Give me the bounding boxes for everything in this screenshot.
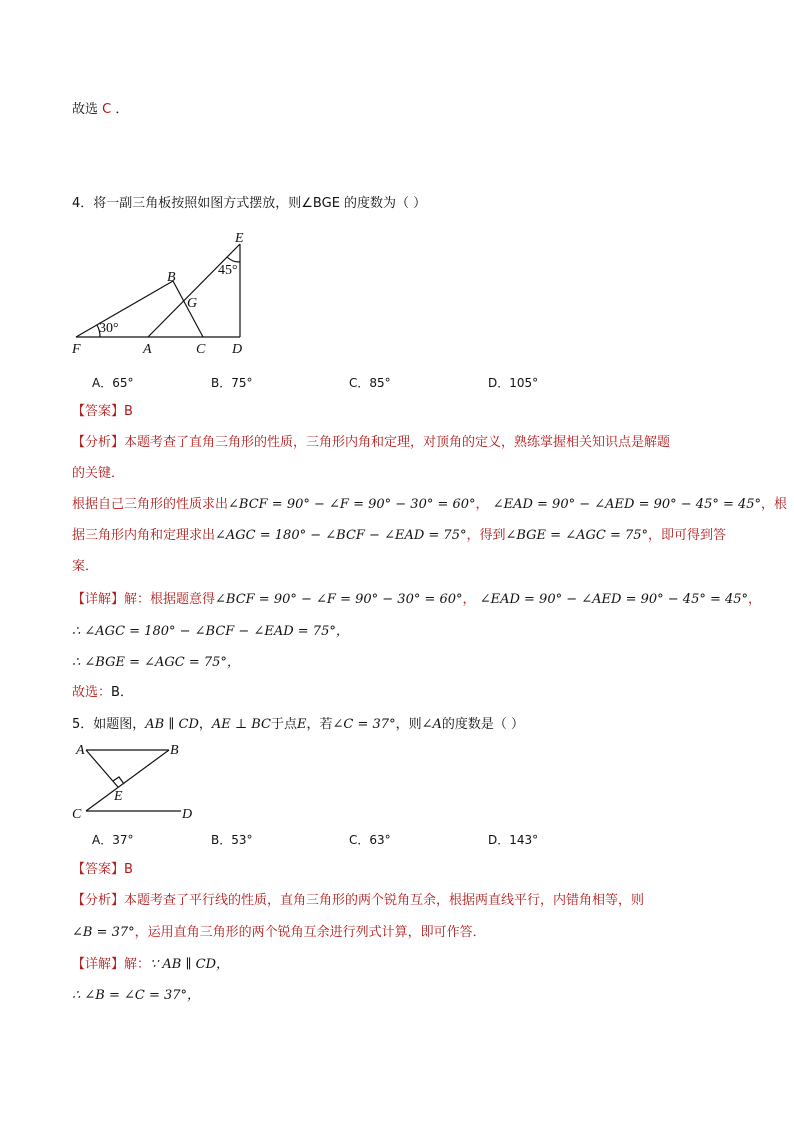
q4-stem: 4．将一副三角板按照如图方式摆放，则∠BGE 的度数为（ ） [72,196,427,211]
q5-stem-math: AB ∥ CD [145,717,199,732]
prev-answer-value: C [102,102,112,117]
q4-analysis-text: 根据自己三角形的性质求出 [72,497,229,512]
q5-option-a: A．37° [92,833,134,847]
q4-analysis-line5: 案． [72,559,99,574]
q4-triangle-figure [66,226,266,360]
q5-label-c: C [72,807,82,822]
q4-angle-30: 30° [99,321,119,336]
q4-analysis-text: 据三角形内角和定理求出 [72,528,216,543]
q4-label-a: A [143,342,152,357]
q5-stem-text: ，则 [395,717,422,732]
q4-label-f: F [72,342,81,357]
q5-label-a: A [76,743,85,758]
q5-stem-text: 5．如题图， [72,717,146,732]
q4-analysis-text: ，根 [761,497,788,512]
q4-label-b: B [167,270,176,285]
q4-detail-formula: ∠EAD = 90° − ∠AED = 90° − 45° = 45° [479,592,749,607]
q4-label-c: C [196,342,206,357]
q4-conclusion-end: ． [119,685,133,700]
q4-analysis-line1: 【分析】本题考查了直角三角形的性质，三角形内角和定理，对顶角的定义，熟练掌握相关知识点是解题 [72,435,671,450]
q4-analysis-formula: ∠BGE = ∠AGC = 75° [505,528,649,543]
q4-analysis-text: ， [475,497,489,512]
q5-option-d: D．143° [488,833,539,847]
q4-angle-45: 45° [218,263,238,278]
q5-stem-text: 的度数是（ ） [441,717,525,732]
prev-answer-label: 故选 [72,102,99,117]
q4-answer [72,403,133,421]
q5-answer-tag: 【答案】 [72,862,125,877]
q5-detail-formula: ∵ AB ∥ CD， [150,957,229,972]
q4-analysis-line3 [72,496,787,514]
q4-analysis-line2: 的关键． [72,466,125,481]
q5-answer [72,861,133,879]
q5-analysis-line1: 【分析】本题考查了平行线的性质，直角三角形的两个锐角互余，根据两直线平行，内错角相等，则 [72,893,645,908]
q5-stem-text: 于点 [271,717,298,732]
q5-label-e: E [114,789,123,804]
q4-detail-formula: ∠BCF = 90° − ∠F = 90° − 30° = 60° [215,592,463,607]
prev-answer-line [72,101,128,119]
q5-parallel-figure [66,740,206,822]
q5-step1: ∴ ∠B = ∠C = 37°， [72,988,201,1003]
q4-detail-line [72,591,761,609]
q5-analysis-text: ，运用直角三角形的两个锐角互余进行列式计算，即可作答． [134,925,486,940]
q4-analysis-formula: ∠EAD = 90° − ∠AED = 90° − 45° = 45° [492,497,762,512]
q4-analysis-text: ，得到 [466,528,506,543]
q4-step2: ∴ ∠BGE = ∠AGC = 75°， [72,655,240,670]
q4-detail-text: ， [462,592,476,607]
q5-stem-text: ， [198,717,212,732]
q4-conclusion [72,684,133,702]
q5-option-b: B．53° [211,833,253,847]
q4-option-c: C．85° [349,376,391,390]
q4-analysis-formula: ∠AGC = 180° − ∠BCF − ∠EAD = 75° [215,528,467,543]
q5-stem-math: ∠A [421,717,442,732]
q5-stem-math: ∠C = 37° [332,717,396,732]
q5-stem [72,716,524,734]
q4-analysis-line4 [72,527,726,545]
q4-option-a: A．65° [92,376,134,390]
q4-option-d: D．105° [488,376,539,390]
q4-detail-text: 【详解】解：根据题意得 [72,592,216,607]
q5-detail-line [72,956,229,974]
q5-analysis-formula: ∠B = 37° [72,925,135,940]
q4-label-e: E [235,231,244,246]
q5-detail-text: 【详解】解： [72,957,151,972]
q4-label-g: G [187,296,198,311]
q4-option-b: B．75° [211,376,253,390]
q5-stem-math: AE ⊥ BC [211,717,271,732]
q5-analysis-line2 [72,924,486,942]
q5-answer-value: B [124,862,133,877]
q4-label-d: D [232,342,243,357]
q5-label-b: B [170,743,179,758]
q4-answer-tag: 【答案】 [72,404,125,419]
q4-analysis-formula: ∠BCF = 90° − ∠F = 90° − 30° = 60° [228,497,476,512]
q4-conclusion-label: 故选： [72,685,112,700]
prev-answer-end: ． [115,102,129,117]
q4-analysis-text: ，即可得到答 [648,528,727,543]
q5-option-c: C．63° [349,833,391,847]
q4-detail-text: ， [748,592,762,607]
q5-stem-text: ，若 [306,717,333,732]
q4-answer-value: B [124,404,133,419]
q5-stem-math: E [297,717,307,732]
q4-conclusion-answer: B [111,685,120,700]
q5-label-d: D [182,807,193,822]
q4-step1: ∴ ∠AGC = 180° − ∠BCF − ∠EAD = 75°， [72,624,349,639]
